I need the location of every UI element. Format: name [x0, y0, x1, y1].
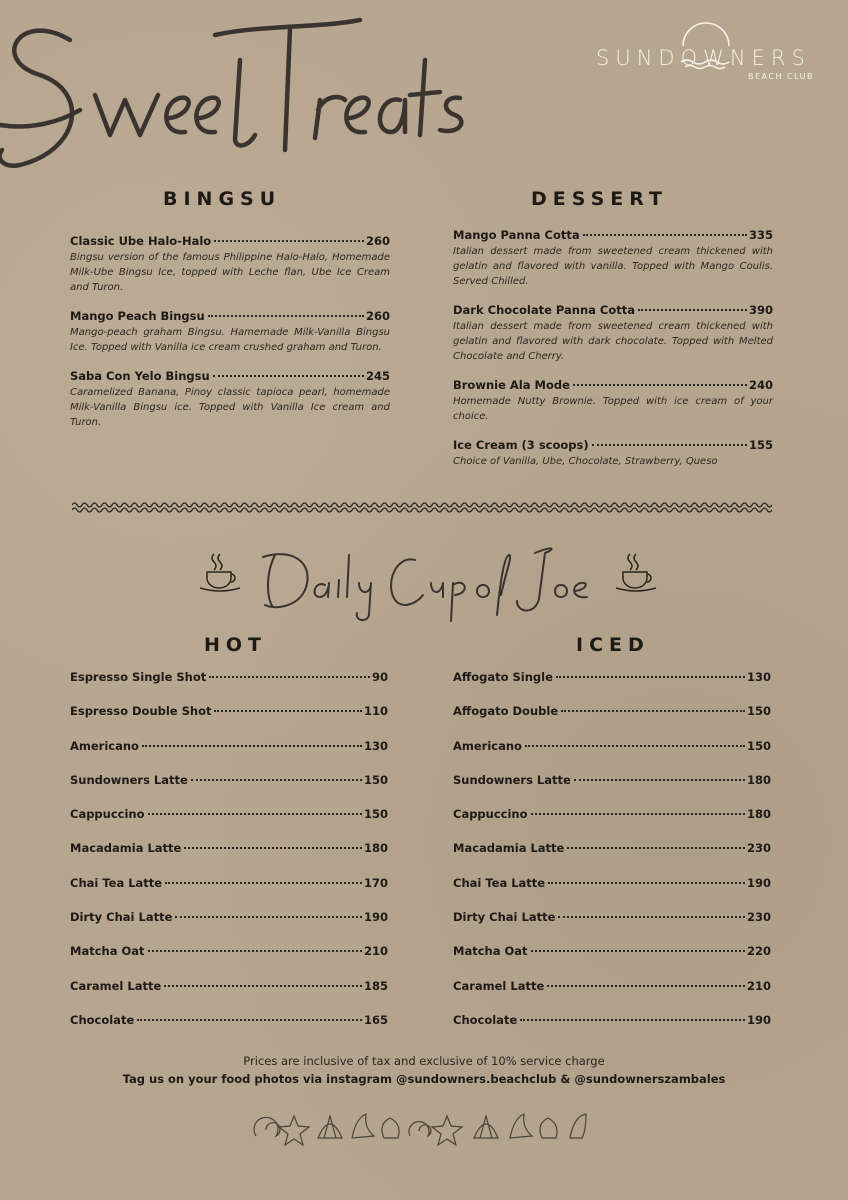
item-name: Saba Con Yelo Bingsu: [70, 369, 210, 383]
drink-price: 220: [746, 944, 771, 959]
drink-item: [453, 1013, 771, 1047]
drink-price: 150: [363, 772, 388, 787]
item-name: Classic Ube Halo-Halo: [70, 234, 212, 248]
item-name: Mango Peach Bingsu: [70, 309, 205, 323]
seashell-icon: [570, 1114, 586, 1138]
logo-subtitle: BEACH CLUB: [747, 72, 814, 81]
drink-price: 130: [746, 670, 771, 684]
drink-price: 150: [363, 807, 388, 822]
drink-name: Dirty Chai Latte: [453, 910, 556, 925]
item-description: Caramelized Banana, Pinoy classic tapioca pearl, homemade Milk-Vanilla Bingsu ice. Topped with Vanilla Ice cream and Turon.: [70, 387, 390, 428]
drink-name: Matcha Oat: [453, 944, 528, 959]
drink-price: 150: [746, 704, 771, 719]
drink-price: 190: [746, 1012, 771, 1027]
menu-item: [453, 438, 773, 469]
drink-item: [453, 841, 771, 875]
item-price: 240: [748, 378, 773, 392]
drink-name: Caramel Latte: [70, 978, 162, 993]
drink-item: [453, 979, 771, 1013]
drink-price: 180: [746, 807, 771, 822]
item-name: Brownie Ala Mode: [453, 378, 570, 392]
seashell-icon: [352, 1114, 374, 1138]
drink-item: [70, 773, 388, 807]
drink-price: 210: [363, 944, 388, 959]
drink-item: [70, 910, 388, 944]
drink-price: 190: [363, 910, 388, 925]
menu-item: [70, 369, 390, 430]
item-price: 335: [748, 228, 773, 242]
drink-price: 150: [746, 738, 771, 753]
iced-heading: ICED: [576, 634, 650, 656]
item-name: Dark Chocolate Panna Cotta: [453, 303, 635, 317]
seashell-icon: [318, 1116, 342, 1138]
drink-item: [453, 876, 771, 910]
drink-price: 210: [746, 978, 771, 993]
seashell-icon: [382, 1118, 399, 1138]
drink-item: [70, 944, 388, 978]
seashell-icon: [510, 1114, 532, 1138]
drink-price: 230: [746, 841, 771, 856]
menu-item: [453, 228, 773, 289]
item-price: 245: [365, 369, 390, 383]
drink-item: [453, 739, 771, 773]
drink-name: Sundowners Latte: [453, 772, 571, 787]
drink-price: 185: [363, 978, 388, 993]
item-description: Choice of Vanilla, Ube, Chocolate, Strawberry, Queso: [453, 456, 718, 467]
coffee-section-title: [255, 535, 595, 625]
drink-price: 190: [746, 875, 771, 890]
drink-name: Americano: [70, 738, 139, 753]
item-name: Mango Panna Cotta: [453, 228, 580, 242]
dessert-heading: DESSERT: [531, 188, 668, 210]
drink-name: Macadamia Latte: [70, 841, 182, 856]
drink-name: Affogato Single: [453, 670, 553, 684]
drink-price: 180: [746, 772, 771, 787]
hot-drinks-list: [70, 670, 388, 1047]
menu-item: [453, 378, 773, 424]
item-price: 390: [748, 303, 773, 317]
drink-item: [70, 670, 388, 704]
item-name: Ice Cream (3 scoops): [453, 438, 589, 452]
drink-price: 110: [363, 704, 388, 719]
drink-name: Sundowners Latte: [70, 772, 188, 787]
menu-item: [453, 303, 773, 364]
starfish-icon: [279, 1116, 309, 1145]
drink-price: 90: [371, 670, 388, 684]
drink-price: 170: [363, 875, 388, 890]
drink-name: Americano: [453, 738, 522, 753]
iced-drinks-list: [453, 670, 771, 1047]
drink-price: 230: [746, 910, 771, 925]
seashell-icon: [474, 1116, 498, 1138]
title-sweet-treats: [0, 0, 470, 175]
drink-item: [453, 944, 771, 978]
item-description: Homemade Nutty Brownie. Topped with ice cream of your choice.: [453, 396, 773, 422]
drink-item: [70, 979, 388, 1013]
drink-item: [453, 670, 771, 704]
drink-item: [70, 876, 388, 910]
item-description: Italian dessert made from sweetened cream thickened with gelatin and flavored with vanilla. Topped with Mango Coulis. Served Chilled.: [453, 246, 773, 287]
seashell-icon: [409, 1122, 431, 1136]
drink-item: [453, 807, 771, 841]
wave-divider: [72, 500, 772, 514]
logo-name: SUNDOWNERS: [596, 46, 811, 70]
drink-price: 180: [363, 841, 388, 856]
drink-name: Dirty Chai Latte: [70, 910, 173, 925]
seashell-icon: [254, 1117, 280, 1136]
drink-name: Espresso Single Shot: [70, 670, 207, 684]
item-description: Italian dessert made from sweetened cream thickened with gelatin and flavored with dark chocolate. Topped with Melted Chocolate and Cherry.: [453, 321, 773, 362]
drink-name: Cappuccino: [453, 807, 528, 822]
drink-item: [453, 910, 771, 944]
starfish-icon: [432, 1116, 462, 1145]
drink-item: [70, 807, 388, 841]
drink-name: Chocolate: [70, 1012, 135, 1027]
sundowners-logo: [596, 22, 816, 84]
drink-name: Caramel Latte: [453, 978, 545, 993]
seashell-icon: [540, 1118, 557, 1138]
drink-name: Matcha Oat: [70, 944, 145, 959]
drink-name: Macadamia Latte: [453, 841, 565, 856]
item-description: Mango-peach graham Bingsu. Hamemade Milk-Vanilla Bingsu Ice. Topped with Vanilla ice cream crushed graham and Turon.: [70, 327, 390, 353]
coffee-cup-icon: [614, 550, 658, 594]
menu-item: [70, 309, 390, 355]
drink-name: Chai Tea Latte: [453, 875, 546, 890]
item-description: Bingsu version of the famous Philippine Halo-Halo, Homemade Milk-Ube Bingsu Ice, topped with Leche flan, Ube Ice Cream and Turon.: [70, 252, 390, 293]
drink-name: Chai Tea Latte: [70, 875, 163, 890]
drink-item: [70, 1013, 388, 1047]
menu-item: [70, 234, 390, 295]
item-price: 155: [748, 438, 773, 452]
bingsu-list: [70, 234, 390, 444]
drink-price: 130: [363, 738, 388, 753]
drink-item: [70, 704, 388, 738]
drink-price: 165: [363, 1012, 388, 1027]
coffee-cup-icon: [198, 550, 242, 594]
hot-heading: HOT: [204, 634, 268, 656]
drink-item: [70, 841, 388, 875]
seashell-decoration: [252, 1110, 597, 1146]
drink-name: Affogato Double: [453, 704, 559, 719]
item-price: 260: [365, 234, 390, 248]
bingsu-heading: BINGSU: [163, 188, 282, 210]
drink-item: [453, 704, 771, 738]
drink-name: Cappuccino: [70, 807, 145, 822]
drink-item: [453, 773, 771, 807]
item-price: 260: [365, 309, 390, 323]
drink-item: [70, 739, 388, 773]
social-tag-note: Tag us on your food photos via instagram @sundowners.beachclub & @sundownerszambales: [122, 1072, 726, 1086]
drink-name: Espresso Double Shot: [70, 704, 212, 719]
price-note: Prices are inclusive of tax and exclusive of 10% service charge: [243, 1054, 605, 1068]
drink-name: Chocolate: [453, 1012, 518, 1027]
dessert-list: [453, 228, 773, 483]
